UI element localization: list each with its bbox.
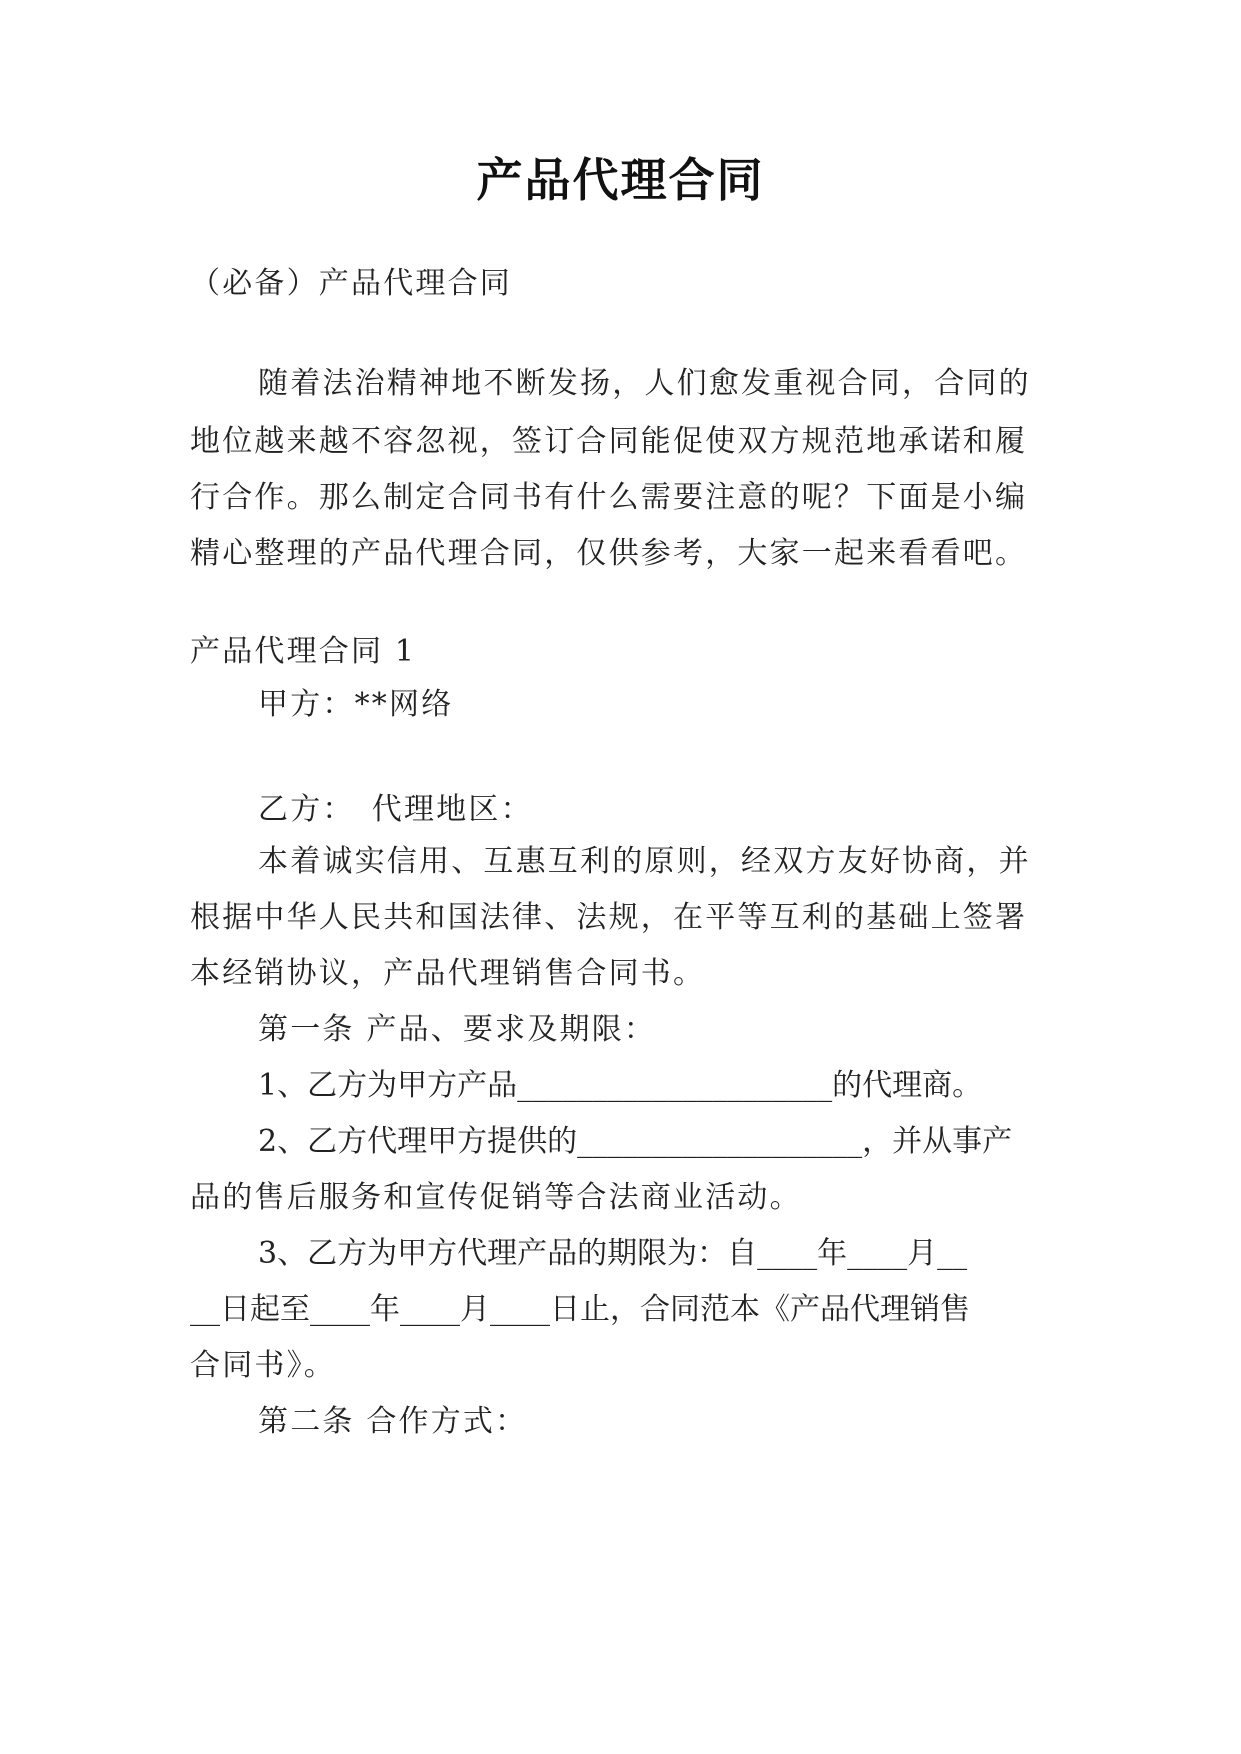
intro-line-3: 行合作。那么制定合同书有什么需要注意的呢？下面是小编 — [190, 480, 1028, 515]
clause-1-1: 1、乙方为甲方产品_____________________的代理商。 — [258, 1068, 983, 1103]
clause-1-3-line-1: 3、乙方为甲方代理产品的期限为：自____年____月__ — [258, 1236, 968, 1271]
intro-line-1: 随着法治精神地不断发扬，人们愈发重视合同，合同的 — [258, 366, 1031, 401]
section-heading-contract-1: 产品代理合同 1 — [190, 634, 417, 669]
preamble-line-3: 本经销协议，产品代理销售合同书。 — [190, 956, 706, 991]
preamble-line-2: 根据中华人民共和国法律、法规，在平等互利的基础上签署 — [190, 900, 1028, 935]
party-b-region: 乙方： 代理地区： — [258, 792, 533, 827]
clause-1-2-line-2: 品的售后服务和宣传促销等合法商业活动。 — [190, 1180, 802, 1215]
intro-line-4: 精心整理的产品代理合同，仅供参考，大家一起来看看吧。 — [190, 536, 1028, 571]
subtitle: （必备）产品代理合同 — [190, 266, 512, 301]
clause-1-3-line-3: 合同书》。 — [190, 1348, 336, 1383]
party-a: 甲方：**网络 — [258, 687, 454, 722]
article-2-heading: 第二条 合作方式： — [258, 1404, 528, 1439]
clause-1-2-line-1: 2、乙方代理甲方提供的___________________，并从事产 — [258, 1124, 1013, 1159]
intro-line-2: 地位越来越不容忽视，签订合同能促使双方规范地承诺和履 — [190, 424, 1028, 459]
document-title: 产品代理合同 — [476, 153, 765, 207]
article-1-heading: 第一条 产品、要求及期限： — [258, 1012, 657, 1047]
clause-1-3-line-2: __日起至____年____月____日止，合同范本《产品代理销售 — [190, 1292, 970, 1327]
preamble-line-1: 本着诚实信用、互惠互利的原则，经双方友好协商，并 — [258, 844, 1031, 879]
